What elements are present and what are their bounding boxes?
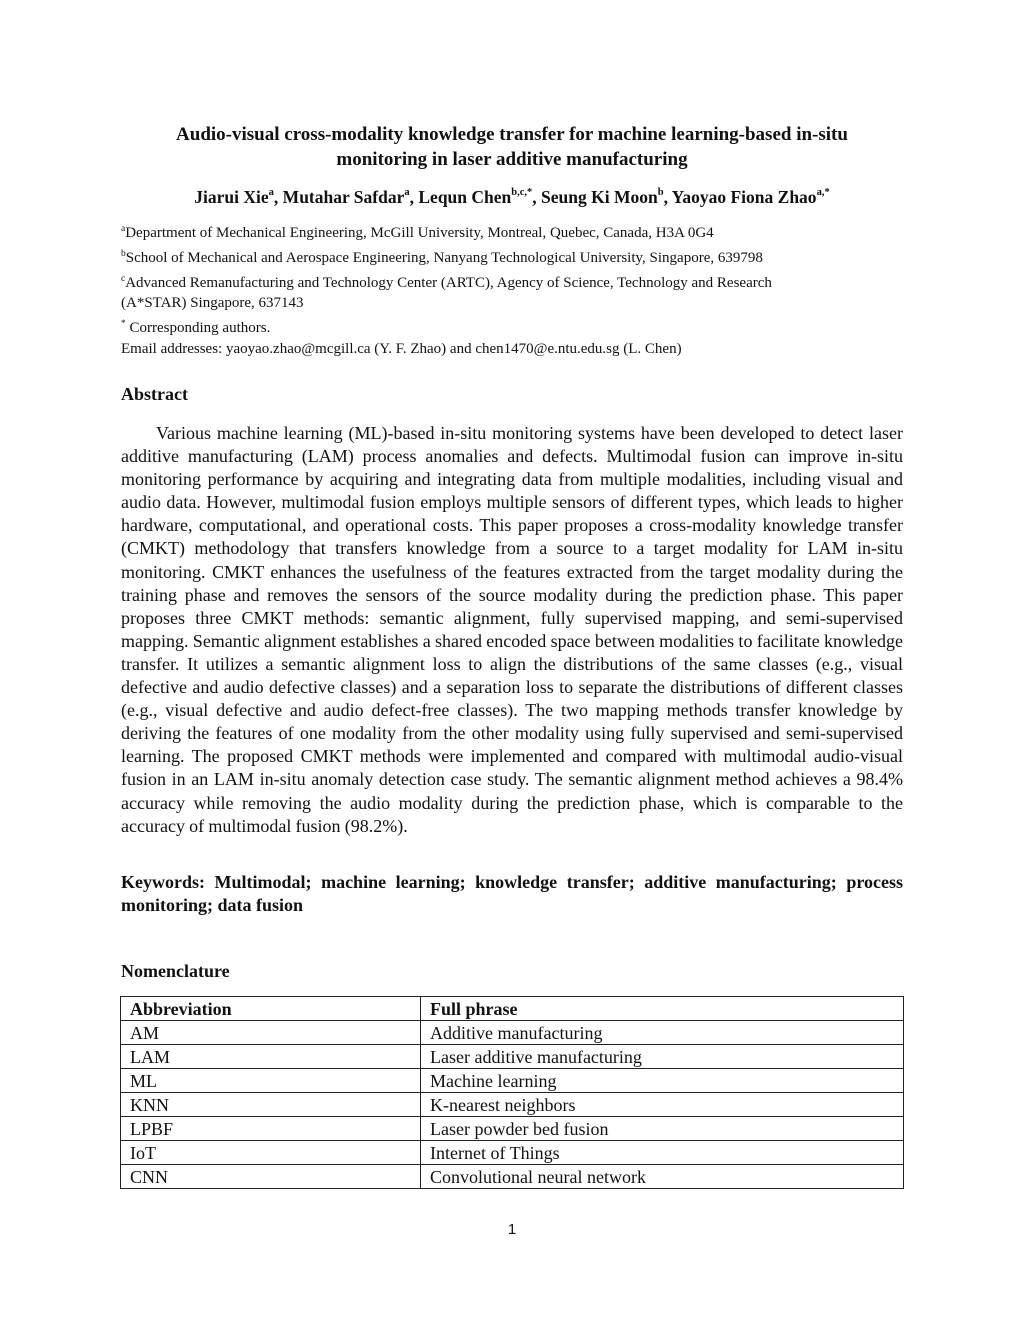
table-cell: Additive manufacturing xyxy=(421,1021,904,1045)
author-affiliation-mark: b xyxy=(657,187,664,198)
affiliation-text: Department of Mechanical Engineering, McGill University, Montreal, Quebec, Canada, H3A 0G4 xyxy=(125,225,714,241)
page-number: 1 xyxy=(507,1221,517,1238)
table-cell: AM xyxy=(121,1021,421,1045)
table-cell: Laser additive manufacturing xyxy=(421,1045,904,1069)
table-row xyxy=(121,1141,904,1165)
affiliation-mark: * xyxy=(121,319,126,330)
author-separator: , xyxy=(532,186,542,207)
table-cell: K-nearest neighbors xyxy=(421,1093,904,1117)
table-cell: Internet of Things xyxy=(421,1141,904,1165)
table-row xyxy=(121,1165,904,1189)
table-header-row xyxy=(121,997,904,1021)
table-cell: Laser powder bed fusion xyxy=(421,1117,904,1141)
nomenclature-table xyxy=(120,996,904,1189)
table-cell: LPBF xyxy=(121,1117,421,1141)
email-addresses: Email addresses: yaoyao.zhao@mcgill.ca (Y. F. Zhao) and chen1470@e.ntu.edu.sg (L. Chen) xyxy=(121,340,682,357)
table-row xyxy=(121,1069,904,1093)
affiliation-c xyxy=(121,269,911,294)
keywords: Keywords: Multimodal; machine learning; knowledge transfer; additive manufacturing; process monitoring; data fusion xyxy=(121,872,903,915)
affiliation-mark: a xyxy=(121,224,126,234)
affiliation-text: School of Mechanical and Aerospace Engineering, Nanyang Technological University, Singapore, 639798 xyxy=(125,249,763,266)
table-cell: Machine learning xyxy=(421,1069,904,1093)
affiliation-text: Corresponding authors. xyxy=(129,320,271,337)
author-affiliation-mark: a,* xyxy=(816,187,830,198)
author-name: Seung Ki Moon xyxy=(541,186,658,207)
affiliation-b xyxy=(121,244,911,269)
affiliation-mark: c xyxy=(121,273,126,284)
author-name: Mutahar Safdar xyxy=(282,186,405,207)
abstract-text: Various machine learning (ML)-based in-situ monitoring systems have been developed to detect laser additive manufacturing (LAM) process anomalies and defects. Multimodal fusion can improve in-situ monitoring performance by acquiring and integrating data from multiple modalities, including visual and audio data. However, multimodal fusion employs multiple sensors of different types, which leads to higher hardware, computational, and operational costs. This paper proposes a cross-modality knowledge transfer (CMKT) methodology that transfers knowledge from a source to a target modality for LAM in-situ monitoring. CMKT enhances the usefulness of the features extracted from the target modality during the training phase and removes the sensors of the source modality during the prediction phase. This paper proposes three CMKT methods: semantic alignment, fully supervised mapping, and semi-supervised mapping. Semantic alignment establishes a shared encoded space between modalities to facilitate knowledge transfer. It utilizes a semantic alignment loss to align the distributions of the same classes (e.g., visual defective and audio defective classes) and a separation loss to separate the distributions of different classes (e.g., visual defective and audio defect-free classes). The two mapping methods transfer knowledge by deriving the features of one modality from the other modality using fully supervised and semi-supervised learning. The proposed CMKT methods were implemented and compared with multimodal audio-visual fusion in an LAM in-situ anomaly detection case study. The semantic alignment method achieves a 98.4% accuracy while removing the audio modality during the prediction phase, which is comparable to the accuracy of multimodal fusion (98.2%). xyxy=(121,423,903,836)
author-name: Lequn Chen xyxy=(418,186,512,207)
author-name: Jiarui Xie xyxy=(194,186,269,207)
table-cell: LAM xyxy=(121,1045,421,1069)
table-cell: CNN xyxy=(121,1165,421,1189)
author-name: Yaoyao Fiona Zhao xyxy=(671,186,817,207)
affiliation-c-cont: (A*STAR) Singapore, 637143 xyxy=(121,295,304,312)
table-header-cell: Full phrase xyxy=(421,997,904,1021)
affiliations xyxy=(121,219,911,360)
title-line-2: monitoring in laser additive manufacturing xyxy=(336,149,688,170)
abstract-heading: Abstract xyxy=(121,384,188,404)
table-header-cell: Abbreviation xyxy=(121,997,421,1021)
table-cell: ML xyxy=(121,1069,421,1093)
table-cell: KNN xyxy=(121,1093,421,1117)
table-cell: IoT xyxy=(121,1141,421,1165)
paper-title xyxy=(120,122,904,172)
author-affiliation-mark: a xyxy=(268,187,274,198)
table-cell: Convolutional neural network xyxy=(421,1165,904,1189)
title-line-1: Audio-visual cross-modality knowledge transfer for machine learning-based in-situ xyxy=(176,124,848,145)
affiliation-text: Advanced Remanufacturing and Technology Center (ARTC), Agency of Science, Technology and Research xyxy=(125,274,772,291)
author-separator: , xyxy=(409,186,419,207)
author-affiliation-mark: b,c,* xyxy=(511,187,533,198)
author-list xyxy=(120,182,904,209)
author-separator: , xyxy=(663,186,672,207)
table-row xyxy=(121,1021,904,1045)
affiliation-mark: b xyxy=(121,248,126,259)
table-row xyxy=(121,1093,904,1117)
affiliation-a xyxy=(121,219,911,244)
author-affiliation-mark: a xyxy=(404,187,410,198)
nomenclature-heading: Nomenclature xyxy=(121,961,230,981)
table-row xyxy=(121,1045,904,1069)
table-row xyxy=(121,1117,904,1141)
author-separator: , xyxy=(273,186,283,207)
corresponding-note xyxy=(121,314,911,339)
